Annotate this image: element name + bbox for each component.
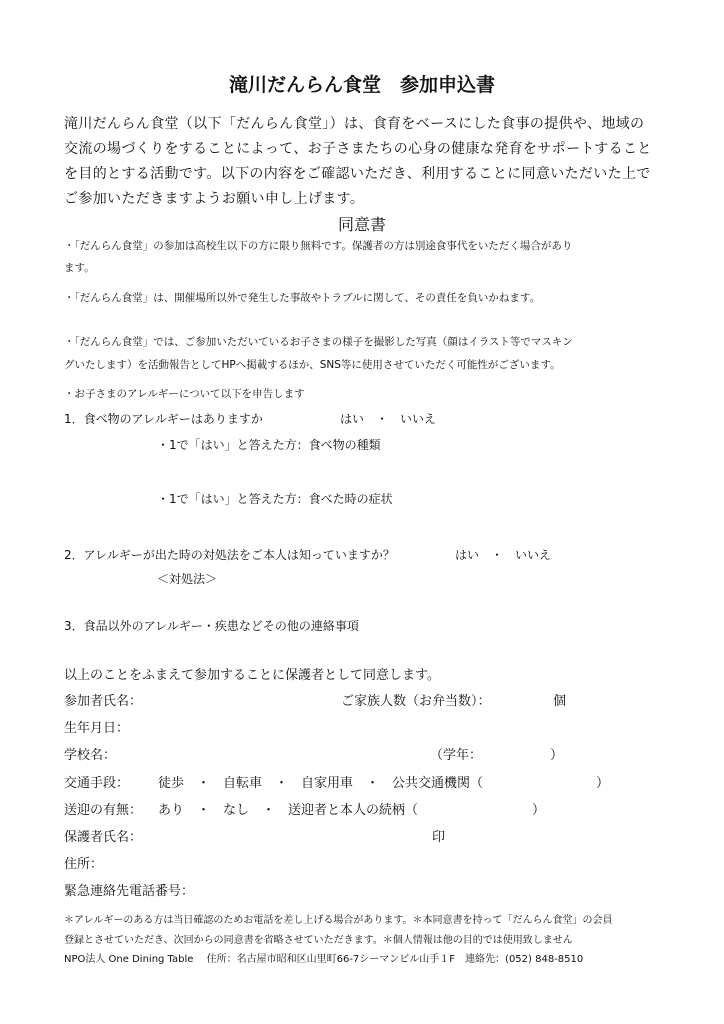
footer-line-3: NPO法人 One Dining Table 住所：名古屋市昭和区山里町66-7シーマンビル山手１F 連絡先：(052) 848-8510 (64, 954, 584, 965)
consent-heading: 同意書 (337, 215, 386, 234)
grade-close: ） (550, 748, 564, 763)
transport-options[interactable]: 徒歩 ・ 自転車 ・ 自家用車 ・ 公共交通機関（ (158, 776, 484, 791)
grade-label: （学年： (430, 748, 483, 763)
intro-line-1: 滝川だんらん食堂（以下「だんらん食堂」）は、食育をベースにした食事の提供や、地域の (64, 116, 645, 132)
allergy-q2-remedy: ＜対処法＞ (157, 572, 218, 586)
pickup-close: ） (532, 803, 546, 818)
intro-line-2: 交流の場づくりをすることによって、お子さまたちの心身の健康な発育をサポートすること (64, 141, 652, 157)
transport-close: ） (596, 776, 610, 791)
allergy-q1-symptoms: ・1で「はい」と答えた方：食べた時の症状 (157, 492, 393, 506)
note-1-line-2: ます。 (64, 262, 95, 274)
footer-line-2: 登録とさせていただき、次回からの同意書を省略させていただきます。＊個人情報は他の目的では使用致しません (64, 935, 573, 946)
intro-line-4: ご参加いただきますようお願い申し上げます。 (64, 191, 365, 207)
note-1-line-1: ・「だんらん食堂」の参加は高校生以下の方に限り無料です。保護者の方は別途食事代をいただく場合があり (64, 240, 573, 252)
allergy-q1: 1．食べ物のアレルギーはありますか (64, 412, 263, 426)
pickup-label: 送迎の有無： (64, 803, 143, 818)
agreement-statement: 以上のことをふまえて参加することに保護者として同意します。 (64, 668, 440, 683)
allergy-q1-food-type: ・1で「はい」と答えた方：食べ物の種類 (157, 438, 381, 452)
pickup-options[interactable]: あり ・ なし ・ 送迎者と本人の続柄（ (158, 803, 419, 818)
note-3-line-1: ・「だんらん食堂」では、ご参加いただいているお子さまの様子を撮影した写真（顔はイラスト等でマスキン (64, 336, 573, 348)
address-label: 住所： (64, 857, 104, 872)
seal-mark: 印 (432, 830, 446, 845)
birthdate-label: 生年月日： (64, 721, 130, 736)
school-label: 学校名： (64, 748, 117, 763)
allergy-q1-choice[interactable]: はい ・ いいえ (340, 412, 437, 426)
note-3-line-2: グいたします）を活動報告としてHPへ掲載するほか、SNS等に使用させていただく可能性がございます。 (64, 359, 561, 371)
family-count-label: ご家族人数（お弁当数）： (341, 694, 491, 709)
allergy-q2-choice[interactable]: はい ・ いいえ (455, 548, 552, 562)
footer-line-1: ＊アレルギーのある方は当日確認のためお電話を差し上げる場合があります。＊本同意書を持って「だんらん食堂」の会員 (64, 915, 613, 926)
intro-line-3: を目的とする活動です。以下の内容をご確認いただき、利用することに同意いただいた上で (64, 166, 651, 182)
allergy-q2: 2．アレルギーが出た時の対処法をご本人は知っていますか？ (64, 548, 395, 562)
allergy-q3: 3．食品以外のアレルギー・疾患などその他の連絡事項 (64, 619, 359, 633)
family-count-unit: 個 (553, 694, 567, 709)
note-2: ・「だんらん食堂」は、開催場所以外で発生した事故やトラブルに関して、その責任を負いかねます。 (64, 292, 541, 304)
page-title: 滝川だんらん食堂 参加申込書 (228, 74, 495, 96)
transport-label: 交通手段： (64, 776, 130, 791)
participant-name-label: 参加者氏名： (64, 694, 143, 709)
guardian-name-label: 保護者氏名： (64, 830, 143, 845)
note-4: ・お子さまのアレルギーについて以下を申告します (64, 388, 305, 400)
emergency-phone-label: 緊急連絡先電話番号： (64, 884, 195, 899)
